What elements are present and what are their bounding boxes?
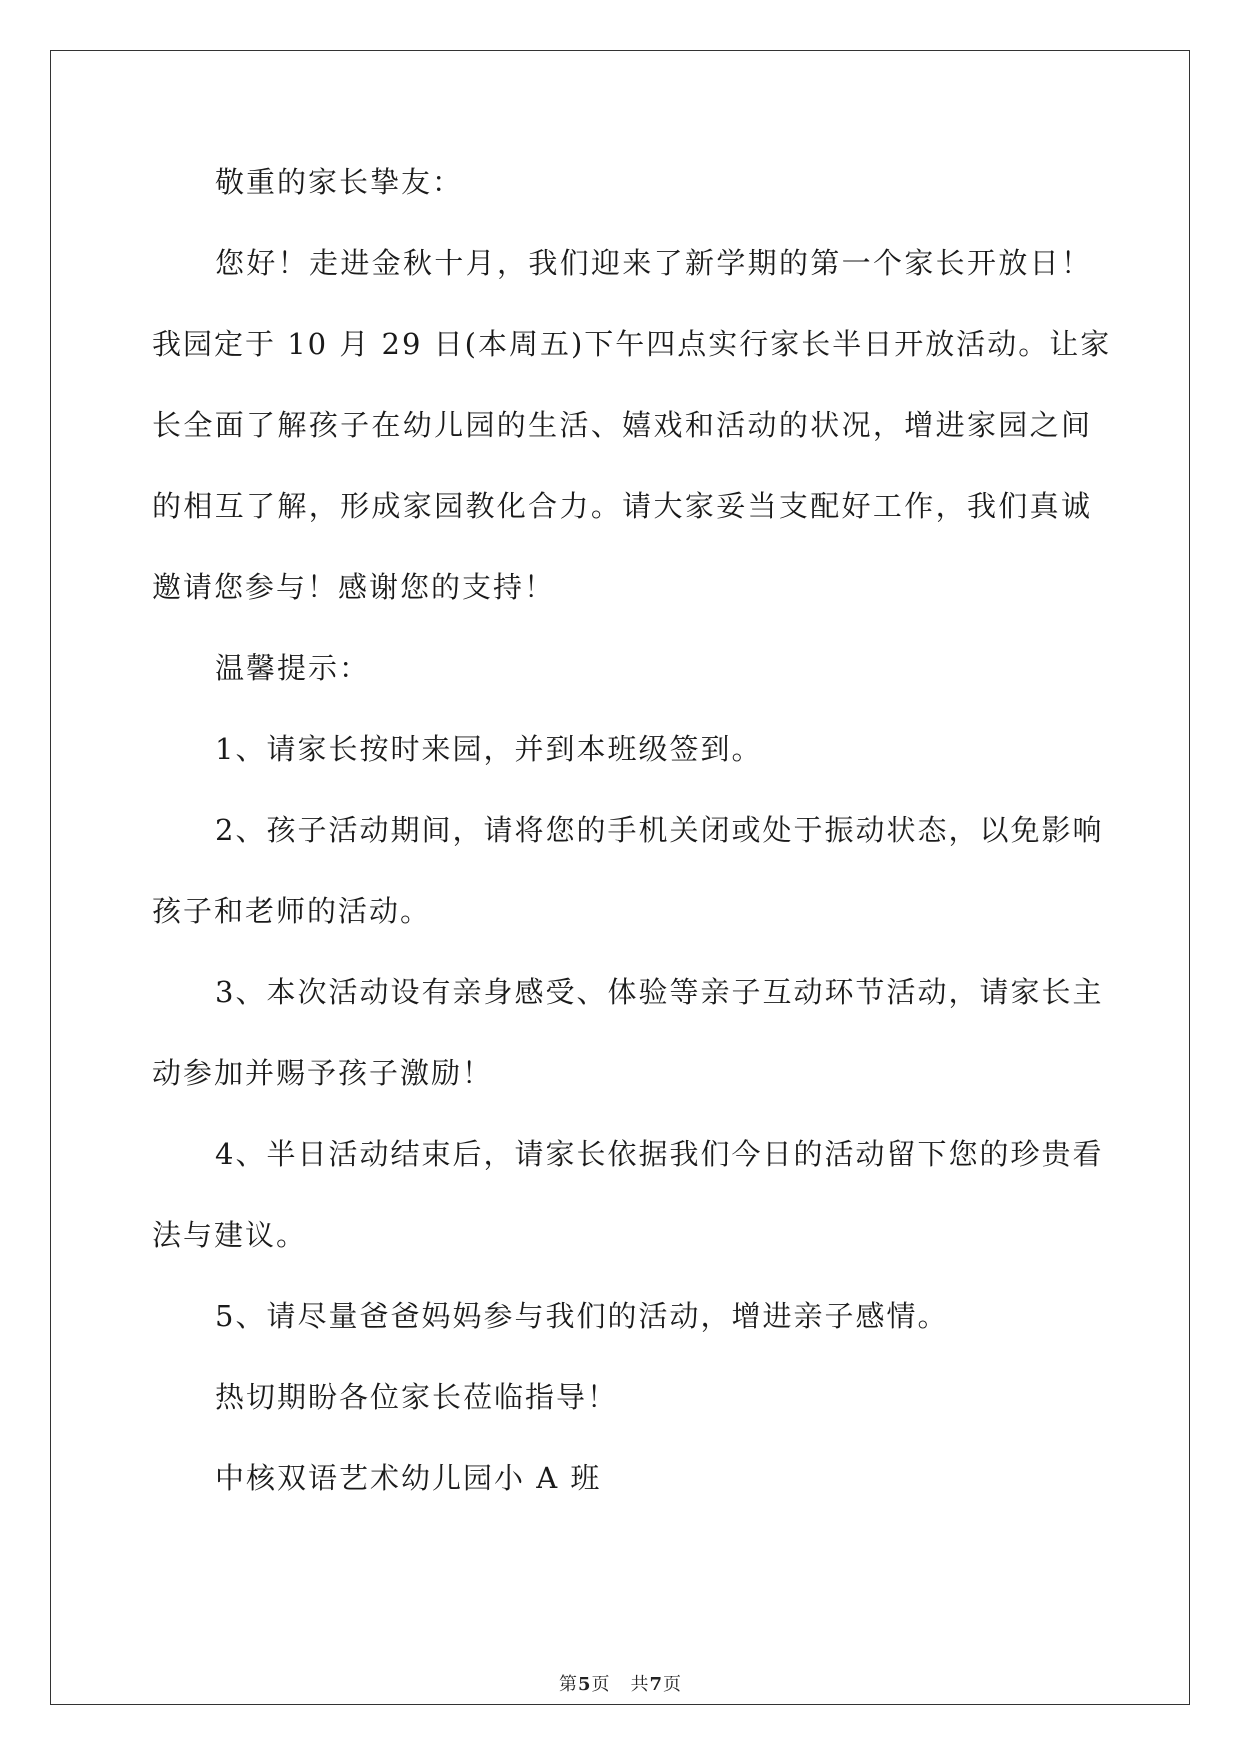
page-number: 5	[577, 1674, 592, 1695]
page-unit: 页	[591, 1674, 611, 1695]
paragraph-line: 邀请您参与！感谢您的支持！	[152, 570, 556, 604]
paragraph-line: 您好！走进金秋十月，我们迎来了新学期的第一个家长开放日！	[215, 246, 1092, 280]
total-prefix: 共	[630, 1674, 650, 1695]
tip-item-2: 2、孩子活动期间，请将您的手机关闭或处于振动状态，以免影响	[215, 813, 1104, 847]
paragraph-line: 的相互了解，形成家园教化合力。请大家妥当支配好工作，我们真诚	[152, 489, 1092, 523]
tip-item-3: 3、本次活动设有亲身感受、体验等亲子互动环节活动，请家长主	[215, 975, 1104, 1009]
signature: 中核双语艺术幼儿园小 A 班	[215, 1461, 602, 1495]
paragraph-line: 我园定于 10 月 29 日(本周五)下午四点实行家长半日开放活动。让家	[152, 327, 1112, 361]
page-footer	[0, 1670, 1241, 1696]
tip-item-4: 4、半日活动结束后，请家长依据我们今日的活动留下您的珍贵看	[215, 1137, 1104, 1171]
closing-line: 热切期盼各位家长莅临指导！	[215, 1380, 619, 1414]
tip-item-1: 1、请家长按时来园，并到本班级签到。	[215, 732, 763, 766]
letter-body	[152, 162, 1112, 1539]
tip-item-4-continued: 法与建议。	[152, 1218, 308, 1252]
paragraph-line: 长全面了解孩子在幼儿园的生活、嬉戏和活动的状况，增进家园之间	[152, 408, 1092, 442]
page-total: 7	[649, 1674, 664, 1695]
tip-item-5: 5、请尽量爸爸妈妈参与我们的活动，增进亲子感情。	[215, 1299, 949, 1333]
page-prefix: 第	[558, 1674, 578, 1695]
total-unit: 页	[663, 1674, 683, 1695]
salutation: 敬重的家长挚友：	[215, 165, 464, 199]
tip-item-3-continued: 动参加并赐予孩子激励！	[152, 1056, 494, 1090]
tip-item-2-continued: 孩子和老师的活动。	[152, 894, 432, 928]
tips-heading: 温馨提示：	[215, 651, 371, 685]
